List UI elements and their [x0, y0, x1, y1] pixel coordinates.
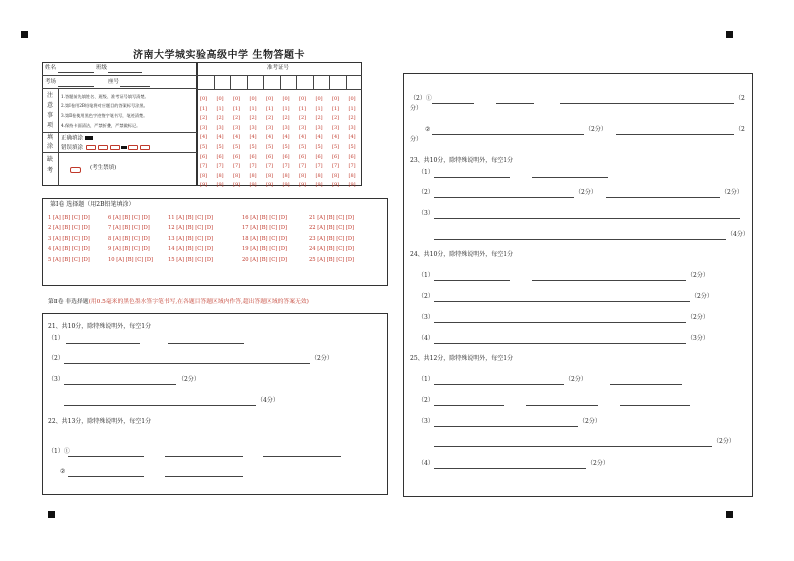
- exam-id-bubble[interactable]: [2]: [249, 115, 257, 122]
- exam-id-bubble[interactable]: [9]: [216, 182, 224, 189]
- r2-points-a: （2分）: [585, 126, 607, 133]
- mcq-item[interactable]: 2 [A] [B] [C] [D]: [48, 225, 90, 232]
- exam-id-bubble[interactable]: [4]: [266, 134, 274, 141]
- name-field[interactable]: [58, 72, 94, 73]
- exam-id-bubble[interactable]: [4]: [315, 134, 323, 141]
- mcq-item[interactable]: 7 [A] [B] [C] [D]: [108, 225, 150, 232]
- mcq-item[interactable]: 25 [A] [B] [C] [D]: [309, 256, 355, 263]
- q25-p2-label: （2）: [418, 397, 434, 404]
- exam-id-bubble[interactable]: [5]: [315, 144, 323, 150]
- q25-p2-blank-b[interactable]: [526, 405, 598, 406]
- q23-p2-points-a: （2分）: [575, 189, 597, 196]
- exam-id-bubble[interactable]: [3]: [249, 124, 257, 131]
- exam-id-bubble[interactable]: [5]: [216, 144, 224, 150]
- exam-id-bubble[interactable]: [8]: [249, 172, 257, 179]
- exam-id-bubble[interactable]: [4]: [332, 134, 340, 141]
- exam-id-bubble[interactable]: [2]: [282, 115, 290, 122]
- exam-id-bubble[interactable]: [1]: [332, 105, 340, 112]
- notice-label-4: 项: [47, 122, 54, 129]
- exam-id-bubble[interactable]: [3]: [216, 124, 224, 131]
- exam-id-bubble[interactable]: [9]: [233, 182, 241, 189]
- q24-heading: 24、共10分，除特殊说明外，每空1分: [410, 251, 514, 258]
- exam-id-bubble[interactable]: [7]: [315, 163, 323, 170]
- exam-id-bubble[interactable]: [1]: [348, 105, 356, 112]
- r2-points-b: （2: [735, 126, 745, 133]
- q24-p3-points: （2分）: [687, 314, 709, 321]
- exam-id-bubble[interactable]: [8]: [315, 172, 323, 179]
- exam-id-bubble[interactable]: [1]: [216, 105, 224, 112]
- mcq-item[interactable]: 22 [A] [B] [C] [D]: [309, 225, 355, 232]
- section2-title-note: (用0.5毫米的黑色墨水签字笔书写,在各题目答题区域内作答,超出答题区域的答案无效): [88, 299, 309, 305]
- r1-points-cont: 分）: [410, 105, 423, 112]
- q22-p1-label: （1）①: [48, 448, 70, 455]
- exam-id-bubble[interactable]: [1]: [315, 105, 323, 112]
- fill-wrong: [61, 145, 151, 152]
- exam-id-digit-cell[interactable]: [231, 76, 246, 88]
- q22-p1b-label: ②: [60, 468, 66, 475]
- exam-id-bubble[interactable]: [1]: [266, 105, 274, 112]
- r1-points: （2: [735, 95, 745, 102]
- exam-id-bubble[interactable]: [4]: [233, 134, 241, 141]
- exam-id-bubble[interactable]: [5]: [282, 144, 290, 150]
- exam-id-bubble[interactable]: [2]: [332, 115, 340, 122]
- exam-id-bubble[interactable]: [7]: [299, 163, 307, 170]
- q25-p4-blank[interactable]: [434, 468, 586, 469]
- exam-id-bubble[interactable]: [2]: [233, 115, 241, 122]
- class-field[interactable]: [108, 72, 142, 73]
- exam-id-digit-cell[interactable]: [198, 76, 213, 88]
- q25-heading: 25、共12分，除特殊说明外，每空1分: [410, 355, 514, 362]
- q22-p1-blank-a[interactable]: [68, 456, 144, 457]
- mcq-item[interactable]: 12 [A] [B] [C] [D]: [168, 225, 214, 232]
- q23-p1-blank-b[interactable]: [532, 177, 608, 178]
- q21-p1-blank-b[interactable]: [168, 343, 244, 344]
- exam-id-bubble[interactable]: [6]: [348, 153, 356, 160]
- exam-id-digit-cell[interactable]: [281, 76, 296, 88]
- exam-id-bubble[interactable]: [8]: [233, 172, 241, 179]
- exam-id-bubble[interactable]: [8]: [266, 172, 274, 179]
- exam-id-bubble[interactable]: [8]: [200, 172, 208, 179]
- exam-id-bubble[interactable]: [6]: [282, 153, 290, 160]
- exam-id-bubble[interactable]: [0]: [315, 96, 323, 102]
- q25-p2-blank-c[interactable]: [620, 405, 690, 406]
- q21-p4-blank[interactable]: [64, 405, 256, 406]
- exam-id-digit-cell[interactable]: [297, 76, 312, 88]
- exam-id-bubble[interactable]: [5]: [299, 144, 307, 150]
- q24-p4-blank[interactable]: [434, 343, 686, 344]
- answer-box-right: [403, 73, 753, 497]
- mcq-item[interactable]: 23 [A] [B] [C] [D]: [309, 235, 355, 242]
- q21-p3-points: （2分）: [178, 376, 200, 383]
- q22-p1b-blank-b[interactable]: [165, 476, 243, 477]
- name-label: 姓名: [45, 65, 57, 71]
- exam-id-bubble[interactable]: [2]: [200, 115, 208, 122]
- exam-id-digit-cell[interactable]: [314, 76, 329, 88]
- exam-id-bubble[interactable]: [6]: [216, 153, 224, 160]
- exam-id-bubble[interactable]: [7]: [200, 163, 208, 170]
- mcq-item[interactable]: 16 [A] [B] [C] [D]: [242, 215, 288, 221]
- exam-id-bubble[interactable]: [2]: [266, 115, 274, 122]
- exam-id-bubble[interactable]: [7]: [216, 163, 224, 170]
- exam-id-bubble[interactable]: [5]: [266, 144, 274, 150]
- fill-correct-sample: [85, 136, 93, 140]
- q21-p2-label: （2）: [48, 355, 64, 362]
- q21-p3-label: （3）: [48, 376, 64, 383]
- q25-p1-blank-a[interactable]: [434, 384, 564, 385]
- mcq-item[interactable]: 8 [A] [B] [C] [D]: [108, 235, 150, 242]
- exam-id-bubble[interactable]: [5]: [249, 144, 257, 150]
- exam-id-bubble[interactable]: [9]: [315, 182, 323, 189]
- notice-1: 1.答题前先填姓名、班级、准考证号填写清楚。: [61, 94, 149, 99]
- class-label: 班级: [96, 65, 108, 71]
- r1-blank-b[interactable]: [496, 103, 534, 104]
- exam-id-bubble[interactable]: [6]: [315, 153, 323, 160]
- exam-id-bubble[interactable]: [7]: [249, 163, 257, 170]
- q25-p4-label: （4）: [418, 460, 434, 467]
- q25-p1-label: （1）: [418, 376, 434, 383]
- q24-p2-label: （2）: [418, 293, 434, 300]
- exam-id-bubble[interactable]: [8]: [332, 172, 340, 179]
- exam-id-bubble[interactable]: [7]: [332, 163, 340, 170]
- exam-id-digit-cell[interactable]: [215, 76, 230, 88]
- exam-id-bubble[interactable]: [9]: [299, 182, 307, 189]
- corner-marker-top-right: [726, 31, 733, 38]
- exam-id-bubble[interactable]: [7]: [266, 163, 274, 170]
- exam-id-bubble[interactable]: [1]: [233, 105, 241, 112]
- q23-p3-blank-b[interactable]: [434, 239, 726, 240]
- mcq-item[interactable]: 15 [A] [B] [C] [D]: [168, 256, 214, 263]
- q23-p2-blank-a[interactable]: [434, 197, 574, 198]
- q24-p1-blank-a[interactable]: [434, 280, 510, 281]
- section2-title: [48, 300, 309, 306]
- exam-id-bubble[interactable]: [9]: [200, 182, 208, 189]
- absent-label-1: 缺: [47, 156, 54, 163]
- exam-id-bubble[interactable]: [2]: [216, 115, 224, 122]
- exam-id-bubble[interactable]: [8]: [348, 172, 356, 179]
- exam-id-bubble[interactable]: [5]: [348, 144, 356, 150]
- exam-id-bubble[interactable]: [1]: [299, 105, 307, 112]
- room-label: 考场: [45, 79, 57, 85]
- q22-p1b-blank-a[interactable]: [68, 476, 144, 477]
- mcq-item[interactable]: 21 [A] [B] [C] [D]: [309, 215, 355, 221]
- r2-label: ②: [425, 126, 431, 133]
- exam-id-bubble[interactable]: [6]: [249, 153, 257, 160]
- q22-p1-blank-b[interactable]: [165, 456, 243, 457]
- fill-correct-label: 正确填涂: [61, 135, 84, 142]
- q21-p3-blank[interactable]: [64, 384, 176, 385]
- q23-p1-label: （1）: [418, 169, 434, 176]
- fill-correct: [61, 136, 93, 142]
- q23-p3-label: （3）: [418, 210, 434, 217]
- mcq-item[interactable]: 20 [A] [B] [C] [D]: [242, 256, 288, 263]
- absent-note: (考生禁填): [90, 165, 117, 171]
- r1-label: （2）①: [410, 95, 432, 102]
- fill-wrong-label: 错误填涂: [61, 145, 84, 151]
- corner-marker-bottom-right: [726, 511, 733, 518]
- room-field[interactable]: [58, 86, 94, 87]
- exam-id-bubble[interactable]: [3]: [315, 124, 323, 131]
- mcq-item[interactable]: 6 [A] [B] [C] [D]: [108, 215, 150, 221]
- q24-p2-points: （2分）: [691, 293, 713, 300]
- exam-id-bubble[interactable]: [5]: [233, 144, 241, 150]
- q21-p2-blank[interactable]: [64, 363, 310, 364]
- mcq-item[interactable]: 18 [A] [B] [C] [D]: [242, 235, 288, 242]
- q22-heading: 22、共13分，除特殊说明外，每空1分: [48, 418, 152, 425]
- exam-id-bubble[interactable]: [7]: [233, 163, 241, 170]
- exam-id-bubble[interactable]: [9]: [332, 182, 340, 189]
- r1-blank-a[interactable]: [432, 103, 474, 104]
- exam-id-bubble[interactable]: [8]: [216, 172, 224, 179]
- q24-p4-points: （3分）: [687, 335, 709, 342]
- exam-id-digit-cell[interactable]: [264, 76, 279, 88]
- q24-p4-label: （4）: [418, 335, 434, 342]
- q21-p2-points: （2分）: [311, 355, 333, 362]
- answer-box-left: [42, 313, 388, 495]
- notice-3: 3.第Ⅱ卷使用黑色字迹签字笔书写，笔迹清楚。: [61, 113, 148, 118]
- exam-id-digit-cell[interactable]: [330, 76, 345, 88]
- q21-p1-label: （1）: [48, 335, 64, 342]
- exam-id-bubble[interactable]: [1]: [200, 105, 208, 112]
- exam-id-digit-cell[interactable]: [347, 76, 362, 88]
- exam-id-bubble[interactable]: [3]: [332, 124, 340, 131]
- q23-p2-blank-b[interactable]: [606, 197, 720, 198]
- exam-id-label: 准考证号: [267, 65, 290, 71]
- q23-p2-label: （2）: [418, 189, 434, 196]
- q25-p3-blank-b[interactable]: [434, 446, 712, 447]
- mcq-item[interactable]: 4 [A] [B] [C] [D]: [48, 246, 90, 253]
- exam-id-bubble[interactable]: [0]: [266, 96, 274, 102]
- q25-p3-blank-a[interactable]: [434, 426, 578, 427]
- exam-id-bubble[interactable]: [0]: [299, 96, 307, 102]
- exam-id-bubble[interactable]: [3]: [266, 124, 274, 131]
- q24-p1-label: （1）: [418, 272, 434, 279]
- exam-id-bubble[interactable]: [9]: [249, 182, 257, 189]
- exam-id-digit-cell[interactable]: [248, 76, 263, 88]
- q23-p3-blank-a[interactable]: [434, 218, 740, 219]
- q21-p4-points: （4分）: [257, 397, 279, 404]
- exam-id-bubble[interactable]: [8]: [299, 172, 307, 179]
- seat-label: 座号: [108, 79, 120, 85]
- exam-id-bubble[interactable]: [2]: [299, 115, 307, 122]
- q25-p1-points: （2分）: [565, 376, 587, 383]
- section1-box: [42, 198, 388, 286]
- q24-p3-blank[interactable]: [434, 322, 686, 323]
- mcq-item[interactable]: 9 [A] [B] [C] [D]: [108, 246, 150, 253]
- absent-bubble[interactable]: [70, 167, 81, 173]
- r2-blank-a[interactable]: [432, 134, 584, 135]
- q25-p2-blank-a[interactable]: [434, 405, 504, 406]
- exam-id-bubble[interactable]: [5]: [200, 144, 208, 150]
- exam-id-bubble[interactable]: [6]: [200, 153, 208, 160]
- q25-p3b-points: （2分）: [713, 438, 735, 445]
- q25-p4-points: （2分）: [587, 460, 609, 467]
- corner-marker-bottom-left: [48, 511, 55, 518]
- mcq-item[interactable]: 14 [A] [B] [C] [D]: [168, 246, 214, 253]
- exam-id-bubble[interactable]: [7]: [348, 163, 356, 170]
- exam-id-bubble[interactable]: [3]: [282, 124, 290, 131]
- mcq-item[interactable]: 11 [A] [B] [C] [D]: [168, 215, 214, 221]
- section2-title-prefix: 第Ⅱ卷 非选择题: [48, 299, 89, 305]
- section1-title: 第Ⅰ卷 选择题（用2B铅笔填涂）: [50, 201, 135, 208]
- exam-id-bubble[interactable]: [1]: [282, 105, 290, 112]
- exam-id-bubble[interactable]: [7]: [282, 163, 290, 170]
- q24-p1-points: （2分）: [687, 272, 709, 279]
- notice-label-3: 事: [47, 112, 54, 119]
- notice-2: 2.第Ⅰ卷用2B铅笔将对应题目的答案标号涂黑。: [61, 103, 148, 108]
- mcq-item[interactable]: 5 [A] [B] [C] [D]: [48, 256, 90, 263]
- exam-id-bubble[interactable]: [3]: [233, 124, 241, 131]
- exam-id-bubble[interactable]: [6]: [266, 153, 274, 160]
- r2-points-b-cont: 分）: [410, 136, 423, 143]
- mcq-item[interactable]: 1 [A] [B] [C] [D]: [48, 215, 90, 221]
- q24-p1-blank-b[interactable]: [532, 280, 686, 281]
- notice-label-2: 意: [47, 102, 54, 109]
- q23-p2-points-b: （2分）: [721, 189, 743, 196]
- exam-id-bubble[interactable]: [2]: [348, 115, 356, 122]
- mcq-item[interactable]: 10 [A] [B] [C] [D]: [108, 256, 154, 263]
- fill-label-1: 填: [47, 134, 54, 141]
- exam-id-bubble[interactable]: [0]: [200, 96, 208, 102]
- q25-p3-points: （2分）: [579, 418, 601, 425]
- exam-id-bubble[interactable]: [9]: [266, 182, 274, 189]
- exam-id-bubble[interactable]: [4]: [282, 134, 290, 141]
- exam-id-bubble[interactable]: [0]: [233, 96, 241, 102]
- q23-heading: 23、共10分，除特殊说明外，每空1分: [410, 157, 514, 164]
- q25-p1-blank-b[interactable]: [610, 384, 682, 385]
- exam-id-bubble[interactable]: [4]: [299, 134, 307, 141]
- exam-id-bubble[interactable]: [8]: [282, 172, 290, 179]
- mcq-item[interactable]: 24 [A] [B] [C] [D]: [309, 246, 355, 253]
- exam-id-bubble[interactable]: [3]: [200, 124, 208, 131]
- exam-id-bubble[interactable]: [0]: [282, 96, 290, 102]
- mcq-item[interactable]: 17 [A] [B] [C] [D]: [242, 225, 288, 232]
- exam-id-bubble[interactable]: [5]: [332, 144, 340, 150]
- q25-p3-label: （3）: [418, 418, 434, 425]
- exam-id-bubble[interactable]: [2]: [315, 115, 323, 122]
- mcq-item[interactable]: 19 [A] [B] [C] [D]: [242, 246, 288, 253]
- mcq-item[interactable]: 13 [A] [B] [C] [D]: [168, 235, 214, 242]
- q23-p1-blank-a[interactable]: [434, 177, 510, 178]
- notice-4: 4.保持卡面清洁，严禁折叠，严禁做标记。: [61, 123, 141, 128]
- exam-id-bubble[interactable]: [6]: [299, 153, 307, 160]
- exam-id-bubble[interactable]: [4]: [348, 134, 356, 141]
- exam-id-bubble[interactable]: [9]: [282, 182, 290, 189]
- q21-p1-blank-a[interactable]: [66, 343, 140, 344]
- q21-heading: 21、共10分，除特殊说明外，每空1分: [48, 323, 152, 330]
- exam-id-bubble[interactable]: [1]: [249, 105, 257, 112]
- exam-id-bubble[interactable]: [0]: [216, 96, 224, 102]
- corner-marker-top-left: [21, 31, 28, 38]
- page-title: 济南大学城实验高级中学 生物答题卡: [133, 50, 305, 61]
- notice-label-1: 注: [47, 92, 54, 99]
- fill-label-2: 涂: [47, 143, 54, 150]
- q23-p3-points: （4分）: [727, 231, 749, 238]
- q24-p2-blank[interactable]: [434, 301, 690, 302]
- exam-id-bubble[interactable]: [4]: [249, 134, 257, 141]
- exam-id-bubble[interactable]: [6]: [233, 153, 241, 160]
- exam-id-bubble[interactable]: [0]: [348, 96, 356, 102]
- exam-id-bubble[interactable]: [4]: [200, 134, 208, 141]
- exam-id-bubble[interactable]: [0]: [332, 96, 340, 102]
- exam-id-bubble[interactable]: [3]: [348, 124, 356, 131]
- exam-id-bubble[interactable]: [0]: [249, 96, 257, 102]
- absent-label-2: 考: [47, 167, 54, 174]
- q22-p1-blank-c[interactable]: [263, 456, 341, 457]
- exam-id-bubble[interactable]: [4]: [216, 134, 224, 141]
- r1-blank-c[interactable]: [560, 103, 734, 104]
- seat-field[interactable]: [120, 86, 150, 87]
- exam-id-bubble[interactable]: [6]: [332, 153, 340, 160]
- q24-p3-label: （3）: [418, 314, 434, 321]
- mcq-item[interactable]: 3 [A] [B] [C] [D]: [48, 235, 90, 242]
- r2-blank-b[interactable]: [616, 134, 734, 135]
- exam-id-bubble[interactable]: [3]: [299, 124, 307, 131]
- exam-id-bubble[interactable]: [9]: [348, 182, 356, 189]
